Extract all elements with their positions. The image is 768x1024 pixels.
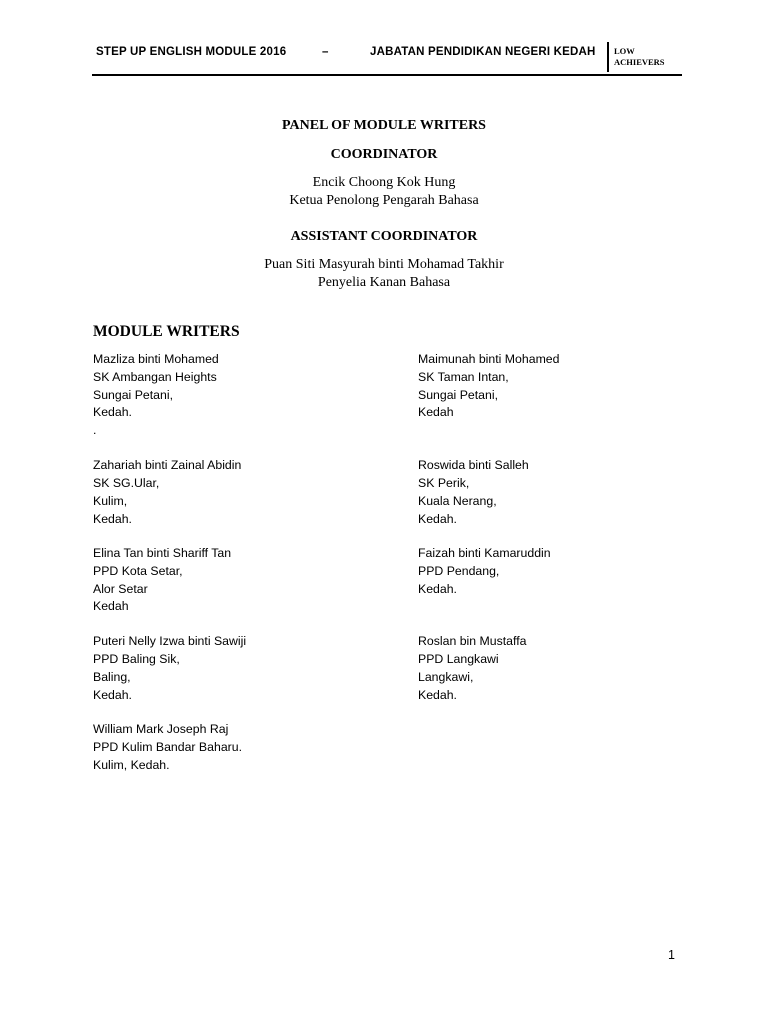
writer-name: Roslan bin Mustaffa: [418, 634, 527, 648]
writer-state: Kedah: [93, 599, 129, 613]
writer-state: Kedah.: [418, 582, 457, 596]
writer-town: Baling,: [93, 670, 131, 684]
writer-state: Kedah: [418, 405, 454, 419]
writer-name: Zahariah binti Zainal Abidin: [93, 458, 242, 472]
header-level-line1: LOW: [614, 46, 635, 56]
coordinator-heading: COORDINATOR: [330, 147, 438, 162]
writer-office: SK SG.Ular,: [93, 476, 160, 490]
writer-name: Mazliza binti Mohamed: [93, 352, 219, 366]
writer-name: Roswida binti Salleh: [418, 458, 529, 472]
writer-state: Kedah.: [93, 512, 132, 526]
header-level: [614, 46, 665, 68]
writer-office: PPD Kulim Bandar Baharu.: [93, 740, 243, 754]
writer-extra: .: [93, 423, 97, 437]
page-number: 1: [668, 948, 675, 962]
assistant-coordinator-heading: ASSISTANT COORDINATOR: [290, 229, 478, 244]
writer-name: Maimunah binti Mohamed: [418, 352, 560, 366]
header-dash: –: [322, 46, 329, 58]
header-department: JABATAN PENDIDIKAN NEGERI KEDAH: [370, 46, 596, 58]
writer-state: Kedah.: [418, 512, 457, 526]
writer-town: Sungai Petani,: [93, 388, 173, 402]
writer-town: Langkawi,: [418, 670, 474, 684]
assistant-coordinator-name: Puan Siti Masyurah binti Mohamad Takhir: [264, 257, 504, 272]
writer-town: Kulim,: [93, 494, 128, 508]
writer-town: Kulim, Kedah.: [93, 758, 170, 772]
header-rule: [92, 74, 682, 76]
writer-town: Sungai Petani,: [418, 388, 498, 402]
writer-office: SK Taman Intan,: [418, 370, 509, 384]
writer-name: William Mark Joseph Raj: [93, 722, 229, 736]
writer-state: Kedah.: [418, 688, 457, 702]
module-writers-heading: MODULE WRITERS: [93, 323, 240, 340]
coordinator-name: Encik Choong Kok Hung: [312, 175, 456, 190]
header-divider: [607, 42, 609, 72]
header-module-title: STEP UP ENGLISH MODULE 2016: [96, 46, 287, 58]
writer-state: Kedah.: [93, 405, 132, 419]
writer-town: Kuala Nerang,: [418, 494, 497, 508]
writer-office: SK Ambangan Heights: [93, 370, 217, 384]
writer-name: Faizah binti Kamaruddin: [418, 546, 551, 560]
writer-name: Elina Tan binti Shariff Tan: [93, 546, 232, 560]
writer-name: Puteri Nelly Izwa binti Sawiji: [93, 634, 247, 648]
header-level-line2: ACHIEVERS: [614, 57, 665, 67]
writer-town: Alor Setar: [93, 582, 148, 596]
writer-office: PPD Pendang,: [418, 564, 500, 578]
writer-office: PPD Langkawi: [418, 652, 499, 666]
writer-state: Kedah.: [93, 688, 132, 702]
assistant-coordinator-role: Penyelia Kanan Bahasa: [317, 275, 451, 290]
writer-office: PPD Kota Setar,: [93, 564, 183, 578]
coordinator-role: Ketua Penolong Pengarah Bahasa: [289, 193, 479, 208]
writer-office: PPD Baling Sik,: [93, 652, 180, 666]
writer-office: SK Perik,: [418, 476, 470, 490]
page-title: PANEL OF MODULE WRITERS: [282, 118, 486, 133]
